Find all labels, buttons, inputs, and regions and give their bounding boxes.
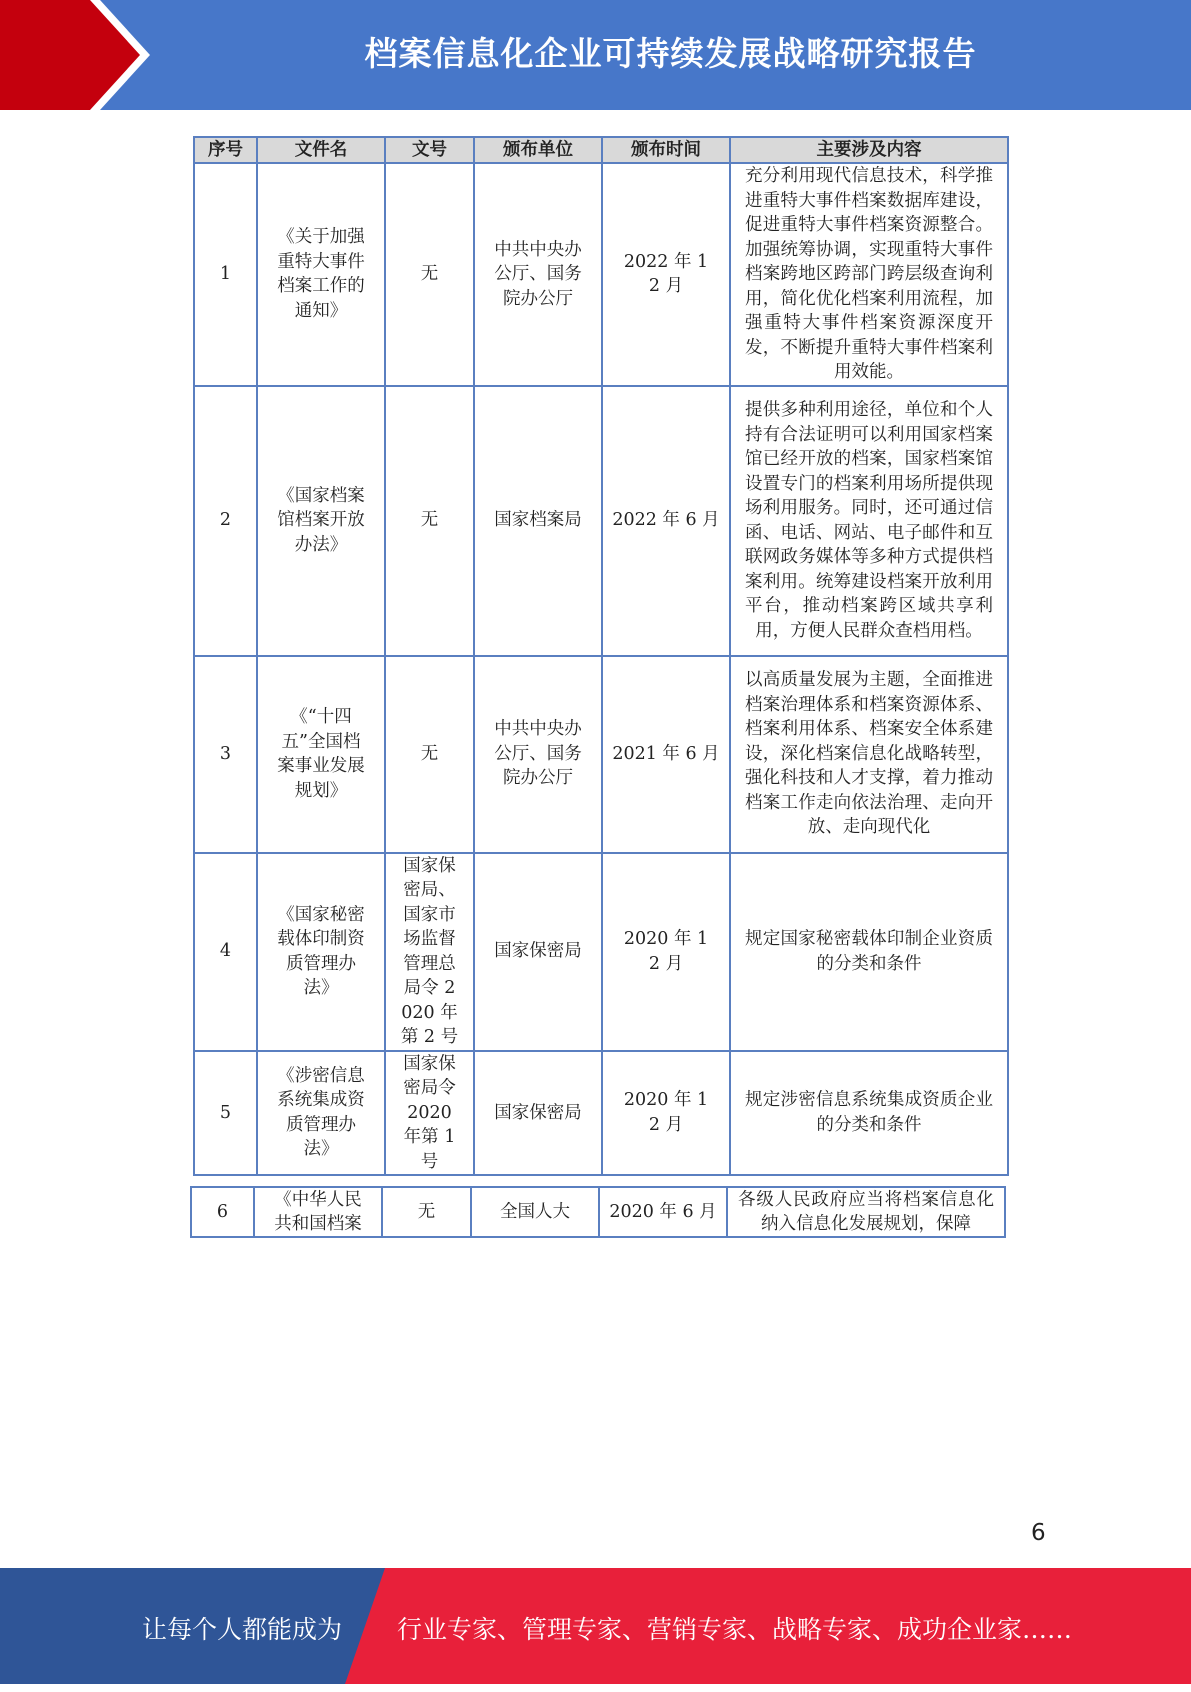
cell-no: 4: [194, 853, 257, 1051]
cell-doc-no: 无: [382, 1187, 471, 1237]
header-chevron-decoration: [0, 0, 150, 110]
cell-name: 《国家档案馆档案开放办法》: [257, 386, 385, 656]
cell-issuer: 中共中央办公厅、国务院办公厅: [474, 163, 602, 386]
cell-name: 《中华人民共和国档案: [254, 1187, 382, 1237]
page-footer: [0, 1568, 1191, 1684]
cell-content: 规定国家秘密载体印制企业资质的分类和条件: [730, 853, 1008, 1051]
cell-no: 6: [191, 1187, 254, 1237]
table-row: [194, 163, 1008, 386]
cell-no: 2: [194, 386, 257, 656]
cell-date: 2020 年 12 月: [602, 1051, 730, 1176]
cell-date: 2022 年 6 月: [602, 386, 730, 656]
cell-issuer: 全国人大: [471, 1187, 599, 1237]
cell-doc-no: 国家保密局、国家市场监督管理总局令 2020 年第 2 号: [385, 853, 474, 1051]
cell-content: 各级人民政府应当将档案信息化纳入信息化发展规划，保障: [727, 1187, 1005, 1237]
cell-name: 《“十四五”全国档案事业发展规划》: [257, 656, 385, 853]
cell-issuer: 国家保密局: [474, 853, 602, 1051]
cell-date: 2020 年 12 月: [602, 853, 730, 1051]
cell-date: 2021 年 6 月: [602, 656, 730, 853]
cell-name: 《国家秘密载体印制资质管理办法》: [257, 853, 385, 1051]
footer-slogan-left: 让每个人都能成为: [142, 1615, 343, 1644]
cell-doc-no: 无: [385, 656, 474, 853]
col-header-issuer: 颁布单位: [474, 137, 602, 163]
page-header: [0, 0, 1191, 110]
footer-slogan-right: 行业专家、管理专家、营销专家、战略专家、成功企业家……: [397, 1615, 1073, 1644]
cell-issuer: 国家保密局: [474, 1051, 602, 1176]
document-title: 档案信息化企业可持续发展战略研究报告: [364, 34, 977, 73]
page-number: 6: [1031, 1520, 1046, 1546]
table-row: [194, 1051, 1008, 1176]
cell-content: 规定涉密信息系统集成资质企业的分类和条件: [730, 1051, 1008, 1176]
col-header-no: 序号: [194, 137, 257, 163]
cell-content: 以高质量发展为主题，全面推进档案治理体系和档案资源体系、档案利用体系、档案安全体系建设，深化档案信息化战略转型，强化科技和人才支撑，着力推动档案工作走向依法治理、走向开放、走向现代化: [730, 656, 1008, 853]
cell-name: 《涉密信息系统集成资质管理办法》: [257, 1051, 385, 1176]
cell-doc-no: 国家保密局令 2020 年第 1 号: [385, 1051, 474, 1176]
col-header-doc-no: 文号: [385, 137, 474, 163]
cell-no: 5: [194, 1051, 257, 1176]
col-header-content: 主要涉及内容: [730, 137, 1008, 163]
cell-doc-no: 无: [385, 386, 474, 656]
col-header-name: 文件名: [257, 137, 385, 163]
table-row: [194, 656, 1008, 853]
table-header-row: [194, 137, 1008, 163]
cell-issuer: 国家档案局: [474, 386, 602, 656]
table-row: [191, 1187, 1005, 1237]
policy-table: [193, 136, 1009, 1176]
cell-issuer: 中共中央办公厅、国务院办公厅: [474, 656, 602, 853]
cell-name: 《关于加强重特大事件档案工作的通知》: [257, 163, 385, 386]
cell-date: 2022 年 12 月: [602, 163, 730, 386]
cell-date: 2020 年 6 月: [599, 1187, 727, 1237]
cell-no: 3: [194, 656, 257, 853]
table-row: [194, 386, 1008, 656]
cell-content: 充分利用现代信息技术，科学推进重特大事件档案数据库建设，促进重特大事件档案资源整合。加强统筹协调，实现重特大事件档案跨地区跨部门跨层级查询利用，简化优化档案利用流程，加强重特大事件档案资源深度开发，不断提升重特大事件档案利用效能。: [730, 163, 1008, 386]
cell-content: 提供多种利用途径，单位和个人持有合法证明可以利用国家档案馆已经开放的档案，国家档案馆设置专门的档案利用场所提供现场利用服务。同时，还可通过信函、电话、网站、电子邮件和互联网政务媒体等多种方式提供档案利用。统筹建设档案开放利用平台，推动档案跨区域共享利用，方便人民群众查档用档。: [730, 386, 1008, 656]
table-row: [194, 853, 1008, 1051]
policy-table-continued: [190, 1186, 1006, 1238]
cell-doc-no: 无: [385, 163, 474, 386]
col-header-date: 颁布时间: [602, 137, 730, 163]
cell-no: 1: [194, 163, 257, 386]
